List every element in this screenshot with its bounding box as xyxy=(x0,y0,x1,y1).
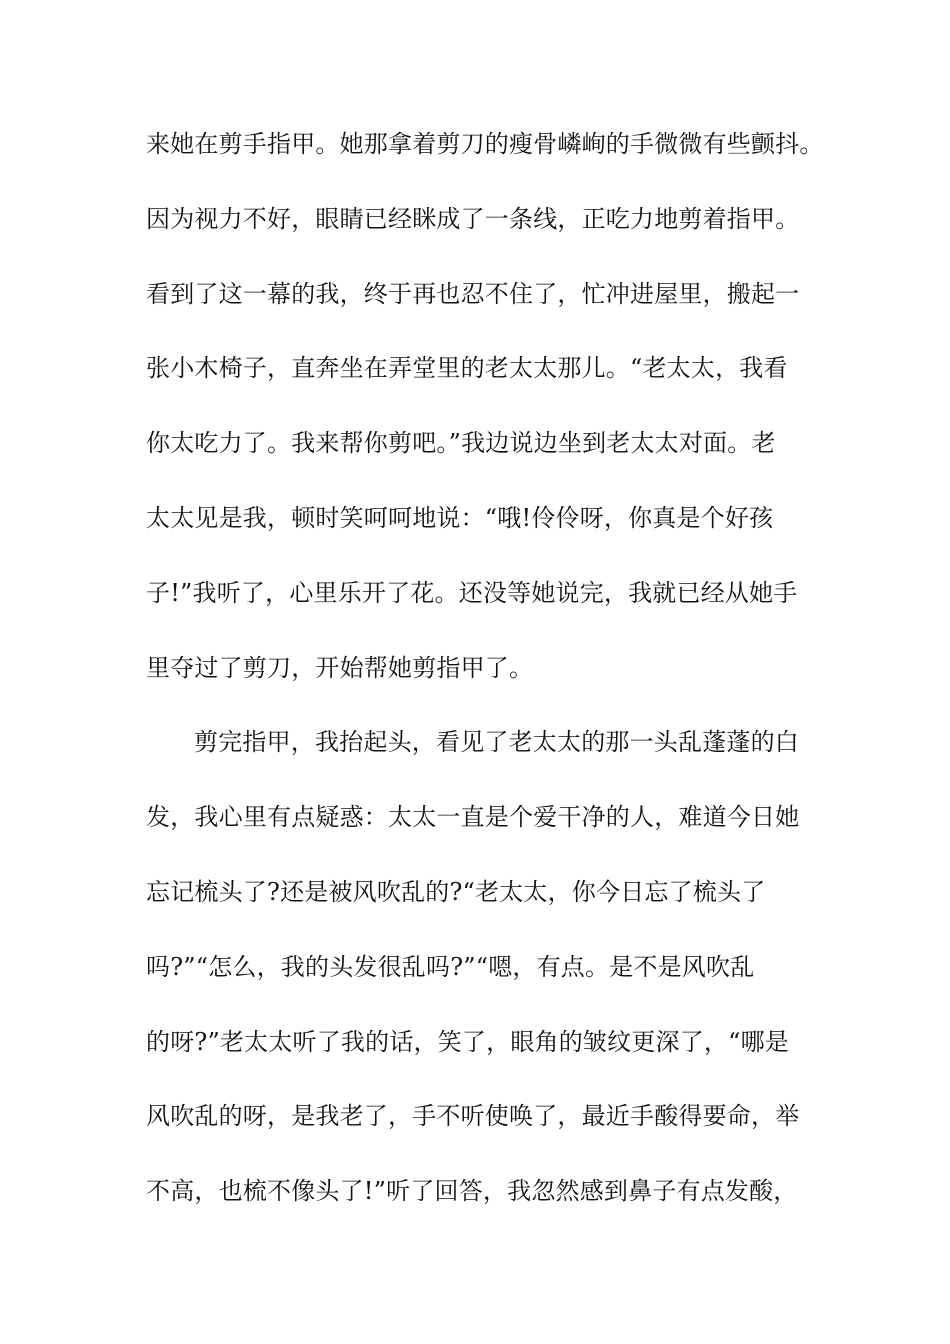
text-line: 吗?”“怎么，我的头发很乱吗?”“嗯，有点。是不是风吹乱 xyxy=(146,952,755,981)
body-text xyxy=(146,130,824,1254)
paragraph-start-line: 剪完指甲，我抬起头，看见了老太太的那一头乱蓬蓬的白 xyxy=(194,728,799,757)
text-line: 里夺过了剪刀，开始帮她剪指甲了。 xyxy=(146,653,534,682)
text-line: 发，我心里有点疑惑：太太一直是个爱干净的人，难道今日她 xyxy=(146,803,800,832)
text-line: 的呀?”老太太听了我的话，笑了，眼角的皱纹更深了，“哪是 xyxy=(146,1027,790,1056)
text-line: 看到了这一幕的我，终于再也忍不住了，忙冲进屋里，搬起一 xyxy=(146,279,800,308)
text-line: 来她在剪手指甲。她那拿着剪刀的瘦骨嶙峋的手微微有些颤抖。 xyxy=(146,130,824,158)
text-line: 风吹乱的呀，是我老了，手不听使唤了，最近手酸得要命，举 xyxy=(146,1102,800,1131)
text-line: 忘记梳头了?还是被风吹乱的?“老太太，你今日忘了梳头了 xyxy=(146,877,766,906)
text-line: 张小木椅子，直奔坐在弄堂里的老太太那儿。“老太太，我看 xyxy=(146,354,788,383)
text-line: 子!”我听了，心里乐开了花。还没等她说完，我就已经从她手 xyxy=(146,578,798,607)
text-line: 太太见是我，顿时笑呵呵地说：“哦!伶伶呀，你真是个好孩 xyxy=(146,503,774,532)
text-line: 因为视力不好，眼睛已经眯成了一条线，正吃力地剪着指甲。 xyxy=(146,204,800,233)
text-line: 不高，也梳不像头了!”听了回答，我忽然感到鼻子有点发酸， xyxy=(146,1177,798,1206)
text-line: 你太吃力了。我来帮你剪吧。”我边说边坐到老太太对面。老 xyxy=(146,429,776,458)
